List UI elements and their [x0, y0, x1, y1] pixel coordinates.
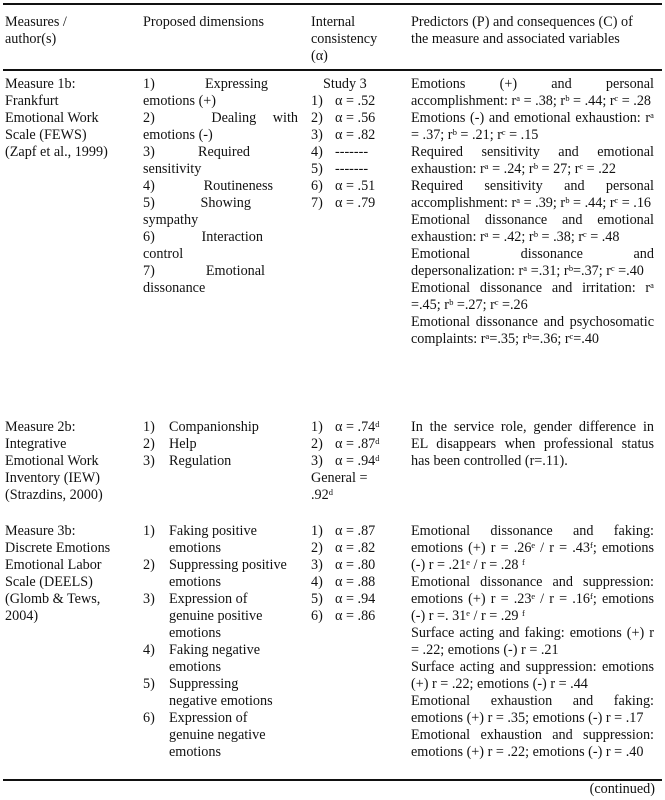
item-number: 3): [311, 453, 323, 469]
dimension-item: [143, 178, 298, 195]
item-number: 2): [311, 540, 323, 556]
header-text: Proposed dimensions: [143, 14, 264, 30]
item-number: 3): [311, 127, 323, 143]
measure-line: Scale (DEELS): [5, 574, 93, 590]
item-number: 4): [143, 642, 155, 658]
item-number: 6): [311, 178, 323, 194]
dimension-item: [143, 436, 298, 453]
predictor-text: Emotional dissonance and irritation: rᵃ =.45; rᵇ =.27; rᶜ =.26: [411, 280, 654, 313]
predictor-text: Emotional dissonance and psychosomatic complaints: rᵃ=.35; rᵇ=.36; rᶜ=.40: [411, 314, 654, 347]
predictor-text: Emotional dissonance and depersonalization: rᵃ =.31; rᵇ=.37; rᶜ =.40: [411, 246, 654, 279]
alpha-item: [311, 557, 403, 574]
row2-predictors: [411, 419, 654, 470]
alpha-value: α = .87: [335, 523, 376, 539]
row1-measure: [5, 76, 130, 161]
item-number: 1): [311, 523, 323, 539]
study-heading: Study 3: [323, 76, 367, 92]
item-text: Required: [197, 144, 250, 160]
continued-note: (continued): [589, 781, 655, 797]
predictor-text: Emotional exhaustion and suppression: emotions (+) r = .22; emotions (-) r = .40: [411, 727, 654, 760]
alpha-item: [311, 523, 403, 540]
item-number: 2): [143, 110, 155, 126]
item-text: Faking positive emotions: [169, 523, 257, 556]
alpha-item: [311, 608, 403, 625]
alpha-value: α = .82: [335, 127, 376, 143]
predictor-text: Emotional exhaustion and faking: emotions (+) r = .35; emotions (-) r = .17: [411, 693, 654, 726]
alpha-general-label: General =: [311, 470, 368, 486]
item-number: 3): [143, 453, 155, 469]
item-text: dissonance: [143, 280, 206, 296]
measure-line: 2004): [5, 608, 39, 624]
item-text: Interaction: [201, 229, 263, 245]
predictor-text: Emotional dissonance and emotional exhaustion: rᵃ = .42; rᵇ = .38; rᶜ = .48: [411, 212, 654, 245]
alpha-item: [311, 195, 403, 212]
item-text: Expression of genuine positive emotions: [169, 591, 263, 641]
predictor-text: Required sensitivity and personal accomplishment: rᵃ = .39; rᵇ = .44; rᶜ = .16: [411, 178, 654, 211]
measure-line: Frankfurt: [5, 93, 59, 109]
alpha-value: α = .87ᵈ: [335, 436, 380, 452]
measure-line: Emotional Work: [5, 453, 99, 469]
item-number: 1): [143, 76, 155, 92]
alpha-item: [311, 436, 403, 453]
header-predictors: [411, 14, 654, 48]
alpha-value: -------: [335, 144, 369, 160]
item-number: 1): [311, 93, 323, 109]
item-number: 5): [143, 195, 155, 211]
measure-line: Emotional Work: [5, 110, 99, 126]
dimension-item: [143, 710, 298, 761]
alpha-value: α = .52: [335, 93, 376, 109]
measure-line: Integrative: [5, 436, 67, 452]
row2-consistency: [311, 419, 403, 504]
alpha-item: [311, 144, 403, 161]
item-text: Suppressing positive emotions: [169, 557, 287, 590]
item-number: 5): [311, 161, 323, 177]
measure-line: Discrete Emotions: [5, 540, 111, 556]
table-top-rule: [3, 3, 662, 5]
item-number: 3): [143, 591, 155, 607]
dimension-item: [143, 144, 298, 161]
dimension-item: [143, 76, 298, 93]
row1-dimensions: [143, 76, 298, 297]
dimension-item: [143, 557, 298, 591]
alpha-value: α = .80: [335, 557, 376, 573]
measure-line: (Zapf et al., 1999): [5, 144, 108, 160]
measure-line: (Strazdins, 2000): [5, 487, 103, 503]
dimension-item: [143, 591, 298, 642]
item-text: Expressing: [204, 76, 268, 92]
alpha-item: [311, 540, 403, 557]
alpha-value: α = .94: [335, 591, 376, 607]
predictor-text: Emotions (-) and emotional exhaustion: rᵃ = .37; rᵇ = .21; rᶜ = .15: [411, 110, 654, 143]
measure-line: Inventory (IEW): [5, 470, 100, 486]
item-number: 2): [311, 436, 323, 452]
dimension-item: [143, 676, 298, 710]
predictor-text: Required sensitivity and emotional exhaustion: rᵃ = .24; rᵇ = 27; rᶜ = .22: [411, 144, 654, 177]
dimension-item: [143, 642, 298, 676]
alpha-value: -------: [335, 161, 369, 177]
header-text: Internal: [311, 14, 356, 30]
predictor-text: Emotional dissonance and faking: emotions (+) r = .26ᵉ / r = .43ᶠ; emotions (-) r = .21ᵉ / r = .28 ᶠ: [411, 523, 654, 573]
dimension-item: 2) Dealing with: [143, 110, 298, 126]
alpha-value: α = .51: [335, 178, 376, 194]
row3-predictors: [411, 523, 654, 761]
header-text: (α): [311, 48, 328, 64]
header-text: Measures /: [5, 14, 67, 30]
predictor-text: Surface acting and faking: emotions (+) r = .22; emotions (-) r = .21: [411, 625, 654, 658]
header-measures: [5, 14, 130, 48]
predictor-text: Emotions (+) and personal accomplishment: rᵃ = .38; rᵇ = .44; rᶜ = .28: [411, 76, 654, 109]
item-number: 5): [143, 676, 155, 692]
measure-line: Measure 1b:: [5, 76, 76, 92]
item-number: 1): [143, 419, 155, 435]
item-text: Emotional: [205, 263, 265, 279]
header-consistency: [311, 14, 403, 65]
dimension-item: [143, 419, 298, 436]
item-number: 1): [143, 523, 155, 539]
predictor-text: In the service role, gender difference in EL disappears when professional status has been controlled (r=.11).: [411, 419, 654, 469]
item-number: 1): [311, 419, 323, 435]
alpha-item: [311, 453, 403, 470]
predictor-text: Surface acting and suppression: emotions (+) r = .22; emotions (-) r = .44: [411, 659, 654, 692]
header-text: Predictors (P) and consequences (C) of: [411, 14, 633, 30]
item-text: control: [143, 246, 184, 262]
alpha-value: α = .94ᵈ: [335, 453, 380, 469]
header-rule: [3, 69, 662, 71]
item-text: emotions (-): [143, 127, 213, 143]
row2-measure: [5, 419, 130, 504]
row1-predictors: [411, 76, 654, 348]
row3-measure: [5, 523, 130, 625]
item-text: Expression of genuine negative emotions: [169, 710, 266, 760]
alpha-item: [311, 178, 403, 195]
row1-consistency: [311, 76, 403, 212]
alpha-value: α = .82: [335, 540, 376, 556]
item-text: emotions (+): [143, 93, 217, 109]
predictor-text: Emotional dissonance and suppression: emotions (+) r = .23ᵉ / r = .16ᶠ; emotions (-) r =. 31ᵉ / r = .29 ᶠ: [411, 574, 654, 624]
header-dimensions: [143, 14, 298, 31]
alpha-item: [311, 419, 403, 436]
item-number: 7): [311, 195, 323, 211]
alpha-item: [311, 574, 403, 591]
item-number: 2): [311, 110, 323, 126]
item-number: 6): [143, 710, 155, 726]
header-text: the measure and associated variables: [411, 31, 620, 47]
dimension-item: [143, 229, 298, 246]
dimension-item: [143, 195, 298, 212]
measure-line: (Glomb & Tews,: [5, 591, 101, 607]
item-number: 3): [311, 557, 323, 573]
row3-consistency: [311, 523, 403, 625]
measure-line: Measure 2b:: [5, 419, 76, 435]
item-number: 7): [143, 263, 155, 279]
item-text: Faking negative emotions: [169, 642, 261, 675]
item-text: Help: [169, 436, 197, 452]
item-number: 6): [311, 608, 323, 624]
item-number: 4): [311, 144, 323, 160]
item-number: 6): [143, 229, 155, 245]
dimension-item: [143, 523, 298, 557]
header-text: author(s): [5, 31, 57, 47]
alpha-item: [311, 93, 403, 110]
dimension-item: [143, 263, 298, 280]
table-bottom-rule: [3, 779, 662, 781]
alpha-general-value: .92ᵈ: [311, 487, 334, 503]
measure-line: Scale (FEWS): [5, 127, 87, 143]
row2-dimensions: [143, 419, 298, 470]
measure-line: Emotional Labor: [5, 557, 102, 573]
item-number: 4): [143, 178, 155, 194]
alpha-value: α = .79: [335, 195, 376, 211]
item-number: 2): [143, 436, 155, 452]
item-number: 3): [143, 144, 155, 160]
alpha-value: α = .86: [335, 608, 376, 624]
measure-line: Measure 3b:: [5, 523, 76, 539]
alpha-value: α = .56: [335, 110, 376, 126]
alpha-value: α = .88: [335, 574, 376, 590]
alpha-item: [311, 161, 403, 178]
alpha-item: [311, 127, 403, 144]
alpha-value: α = .74ᵈ: [335, 419, 380, 435]
item-text: Regulation: [169, 453, 232, 469]
item-number: 5): [311, 591, 323, 607]
item-number: 4): [311, 574, 323, 590]
item-text: Companionship: [169, 419, 259, 435]
alpha-item: [311, 110, 403, 127]
dimension-item: [143, 453, 298, 470]
item-text: sensitivity: [143, 161, 202, 177]
item-text: sympathy: [143, 212, 199, 228]
item-text: Routineness: [203, 178, 273, 194]
item-text: Showing: [200, 195, 251, 211]
header-text: consistency: [311, 31, 378, 47]
alpha-item: [311, 591, 403, 608]
row3-dimensions: [143, 523, 298, 761]
item-number: 2): [143, 557, 155, 573]
item-text: Suppressing negative emotions: [169, 676, 273, 709]
